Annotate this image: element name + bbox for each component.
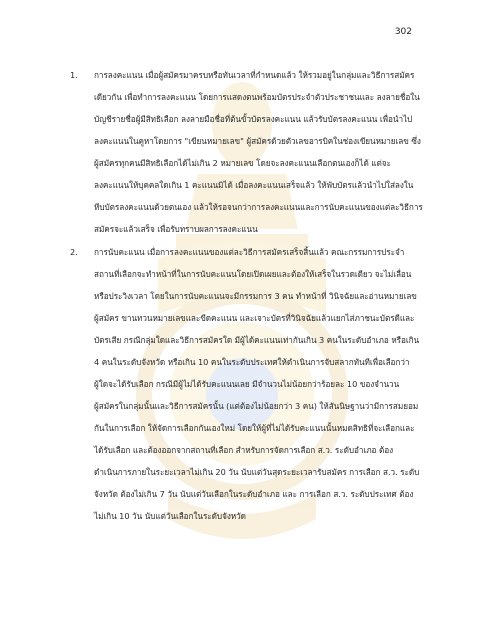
paragraph-line: จังหวัด ต้องไม่เกิน 7 วัน นับแต่วันเลือกในระดับอำเภอ และ การเลือก ส.ว. ระดับประเทศ ต้อง	[94, 489, 414, 499]
list-item-number: 2.	[70, 247, 78, 257]
paragraph-line: ผู้สมัคร ขานทวนหมายเลขและขีดคะแนน และเจาะบัตรที่วินิจฉัยแล้วแยกไส่ภาชนะบัตรดีและ	[94, 313, 415, 323]
page-number: 302	[394, 27, 412, 37]
paragraph-line: หีบบัตรลงคะแนนด้วยตนเอง แล้วให้รอจนกว่าการลงคะแนนและการนับคะแนนของแต่ละวิธีการ	[94, 202, 423, 212]
paragraph-line: หรือประวิงเวลา โดยในการนับคะแนนจะมีกรรมการ 3 คน ทำหน้าที่ วินิจฉัยและอ่านหมายเลข	[94, 291, 417, 301]
paragraph-line: บัตรเสีย กรณีกลุ่มใดและวิธีการสมัครใด มีผู้ได้คะแนนเท่ากันเกิน 3 คนในระดับอำเภอ หรือเกิน	[94, 335, 420, 345]
paragraph-line: ไม่เกิน 10 วัน นับแต่วันเลือกในระดับจังหวัด	[94, 511, 246, 521]
list-item-counting	[70, 247, 424, 533]
paragraph-line: ดำเนินการภายในระยะเวลาไม่เกิน 20 วัน นับแต่วันสุดระยะเวลารับสมัคร การเลือก ส.ว. ระดับ	[94, 467, 420, 477]
paragraph-line: ผู้ใดจะได้รับเลือก กรณีมีผู้ไม่ได้รับคะแนนเลย มีจำนวนไม่น้อยกว่าร้อยละ 10 ของจำนวน	[94, 379, 400, 389]
paragraph-line: 4 คนในระดับจังหวัด หรือเกิน 10 คนในระดับประเทศให้ดำเนินการจับสลากทันทีเพื่อเลือกว่า	[94, 357, 410, 367]
paragraph-line: ลงคะแนนในคูหาโดยการ "เขียนหมายเลข" ผู้สมัครด้วยตัวเลขอารบิคในช่องเขียนหมายเลข ซึ่ง	[94, 136, 421, 146]
paragraph-line: ได้รับเลือก และต้องออกจากสถานที่เลือก สำหรับการจัดการเลือก ส.ว. ระดับอำเภอ ต้อง	[94, 445, 394, 455]
paragraph-line: ลงคะแนนให้บุคคลใดเกิน 1 คะแนนมิได้ เมื่อลงคะแนนเสร็จแล้ว ให้พับบัตรแล้วนำไปใส่ลงใน	[94, 180, 414, 190]
paragraph-line: บัญชีรายชื่อผู้มีสิทธิเลือก ลงลายมือชื่อที่ต้นขั้วบัตรลงคะแนน แล้วรับบัตรลงคะแนน เพื่อนำไป	[94, 114, 413, 124]
paragraph-line: เดียวกัน เพื่อทำการลงคะแนน โดยการแสดงตนพร้อมบัตรประจำตัวประชาชนและ ลงลายชื่อใน	[94, 92, 420, 102]
paragraph-line: การลงคะแนน เมื่อผู้สมัครมาครบหรือทันเวลาที่กำหนดแล้ว ให้รวมอยู่ในกลุ่มและวิธีการสมัคร	[94, 70, 415, 80]
paragraph-line: การนับคะแนน เมื่อการลงคะแนนของแต่ละวิธีการสมัครเสร็จสิ้นแล้ว คณะกรรมการประจำ	[94, 247, 405, 257]
paragraph-line: ผู้สมัครทุกคนมีสิทธิเลือกได้ไม่เกิน 2 หมายเลข โดยจะลงคะแนนเลือกตนเองก็ได้ แต่จะ	[94, 158, 391, 168]
paragraph-line: สมัครจะแล้วเสร็จ เพื่อรับทราบผลการลงคะแนน	[94, 224, 258, 234]
list-item-voting	[70, 70, 424, 246]
paragraph-line: กันในการเลือก ให้จัดการเลือกกันเองใหม่ โดยให้ผู้ที่ไม่ได้รับคะแนนนั้นหมดสิทธิที่จะเลือกและ	[94, 423, 415, 433]
paragraph-line: ผู้สมัครในกลุ่มนั้นและวิธีการสมัครนั้น (แต่ต้องไม่น้อยกว่า 3 คน) ให้สันนิษฐานว่ามีการสมยอม	[94, 401, 419, 411]
paragraph-line: สถานที่เลือกจะทำหน้าที่ในการนับคะแนนโดยเปิดเผยและต้องให้เสร็จในรวดเดียว จะไม่เลื่อน	[94, 269, 412, 279]
list-item-number: 1.	[70, 70, 78, 80]
